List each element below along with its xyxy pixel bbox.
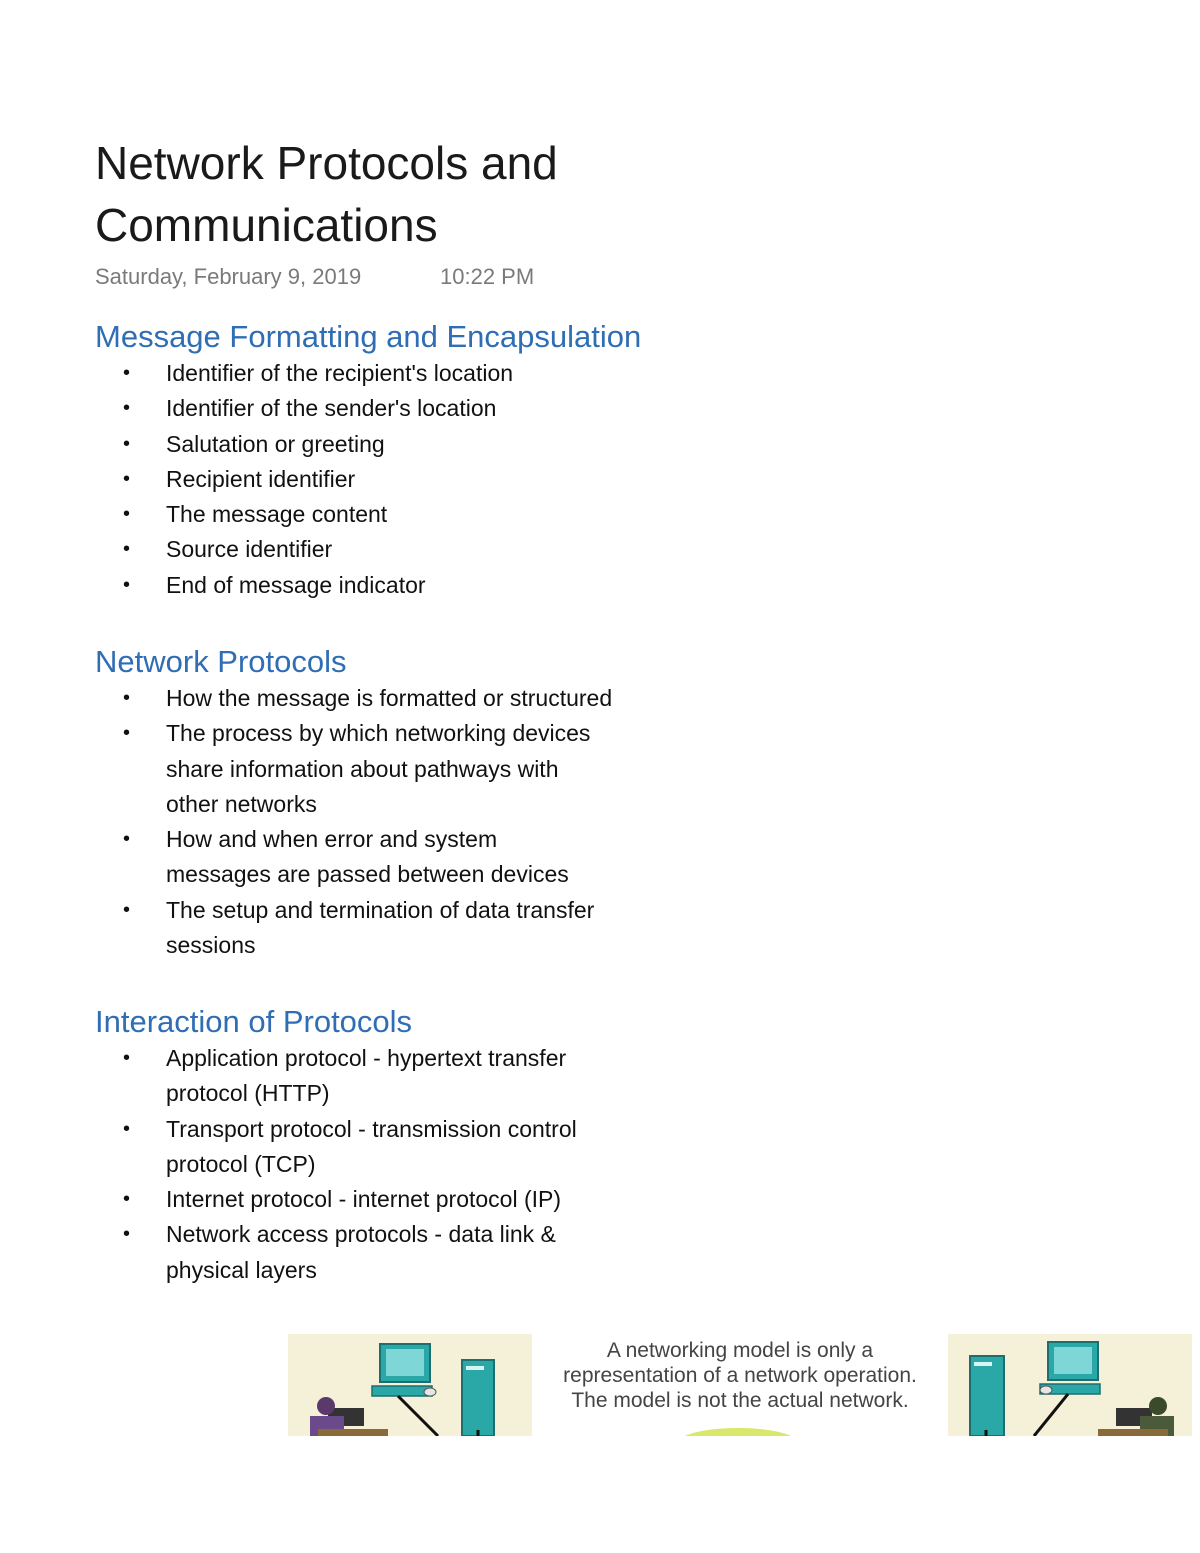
bullet-icon: • (123, 687, 131, 709)
list-item-text: Identifier of the sender's location (166, 395, 497, 422)
section-heading: Message Formatting and Encapsulation (95, 319, 642, 354)
list-item (95, 427, 715, 462)
page-time: 10:22 PM (440, 264, 535, 289)
caption-line: The model is not the actual network. (571, 1389, 909, 1412)
list-item-text: Internet protocol - internet protocol (IP) (166, 1186, 562, 1213)
figure-caption (540, 1338, 940, 1413)
list-item (95, 893, 606, 964)
bullet-icon: • (123, 722, 131, 745)
list-item (95, 391, 715, 426)
bullet-icon: • (123, 828, 131, 851)
caption-line: representation of a network operation. (563, 1364, 917, 1387)
list-item (95, 532, 715, 567)
list-item-text: Transport protocol - transmission control protocol (TCP) (166, 1115, 577, 1177)
bullet-icon: • (123, 397, 131, 420)
list-item (95, 1182, 646, 1217)
list-item (95, 1217, 566, 1288)
section-heading: Interaction of Protocols (95, 1004, 413, 1039)
list-item-text: Recipient identifier (166, 465, 356, 492)
list-item (95, 681, 695, 716)
list-item-text: The message content (166, 501, 388, 528)
list-item-text: Identifier of the recipient's location (166, 360, 514, 386)
workstation-server-icon (948, 1334, 1192, 1436)
bullet-icon: • (123, 538, 131, 561)
page-meta (95, 264, 535, 290)
figure-left-panel (288, 1334, 532, 1436)
list-item-text: How and when error and system messages are passed between devices (166, 826, 569, 888)
list-item-text: Source identifier (166, 536, 333, 563)
bullet-icon: • (123, 1223, 131, 1246)
section-message-formatting (95, 318, 715, 603)
list-item (95, 462, 715, 497)
bullet-icon: • (123, 573, 131, 596)
list-item-text: Application protocol - hypertext transfer protocol (HTTP) (166, 1045, 567, 1107)
bullet-icon: • (123, 467, 131, 490)
bullet-icon: • (123, 1047, 131, 1069)
list-item (95, 356, 715, 391)
list-item-text: End of message indicator (166, 571, 426, 598)
page-date: Saturday, February 9, 2019 (95, 264, 362, 289)
list-item (95, 497, 715, 532)
bullet-icon: • (123, 1117, 131, 1140)
bullet-list (95, 681, 695, 963)
networking-model-figure (288, 1334, 1192, 1436)
list-item-text: Salutation or greeting (166, 430, 385, 457)
bullet-icon: • (123, 898, 131, 921)
list-item-text: Network access protocols - data link & physical layers (166, 1221, 556, 1283)
bullet-icon: • (123, 362, 131, 384)
caption-line: A networking model is only a (606, 1339, 874, 1362)
figure-right-panel (948, 1334, 1192, 1436)
workstation-server-icon (288, 1334, 532, 1436)
list-item (95, 716, 596, 822)
bullet-icon: • (123, 503, 131, 526)
section-interaction-of-protocols (95, 1003, 715, 1288)
list-item (95, 1041, 586, 1112)
bullet-list (95, 356, 715, 603)
bullet-icon: • (123, 1188, 131, 1211)
bullet-icon: • (123, 432, 131, 455)
page-title: Network Protocols and Communications (95, 137, 558, 251)
cloud-shape (678, 1428, 798, 1436)
section-network-protocols (95, 643, 715, 963)
list-item-text: The process by which networking devices share information about pathways with other networks (166, 720, 591, 817)
list-item-text: The setup and termination of data transfer sessions (166, 896, 595, 959)
list-item (95, 1112, 586, 1183)
bullet-list (95, 1041, 715, 1288)
list-item (95, 568, 715, 603)
list-item (95, 822, 606, 893)
list-item-text: How the message is formatted or structured (166, 685, 613, 711)
section-heading: Network Protocols (95, 644, 347, 679)
